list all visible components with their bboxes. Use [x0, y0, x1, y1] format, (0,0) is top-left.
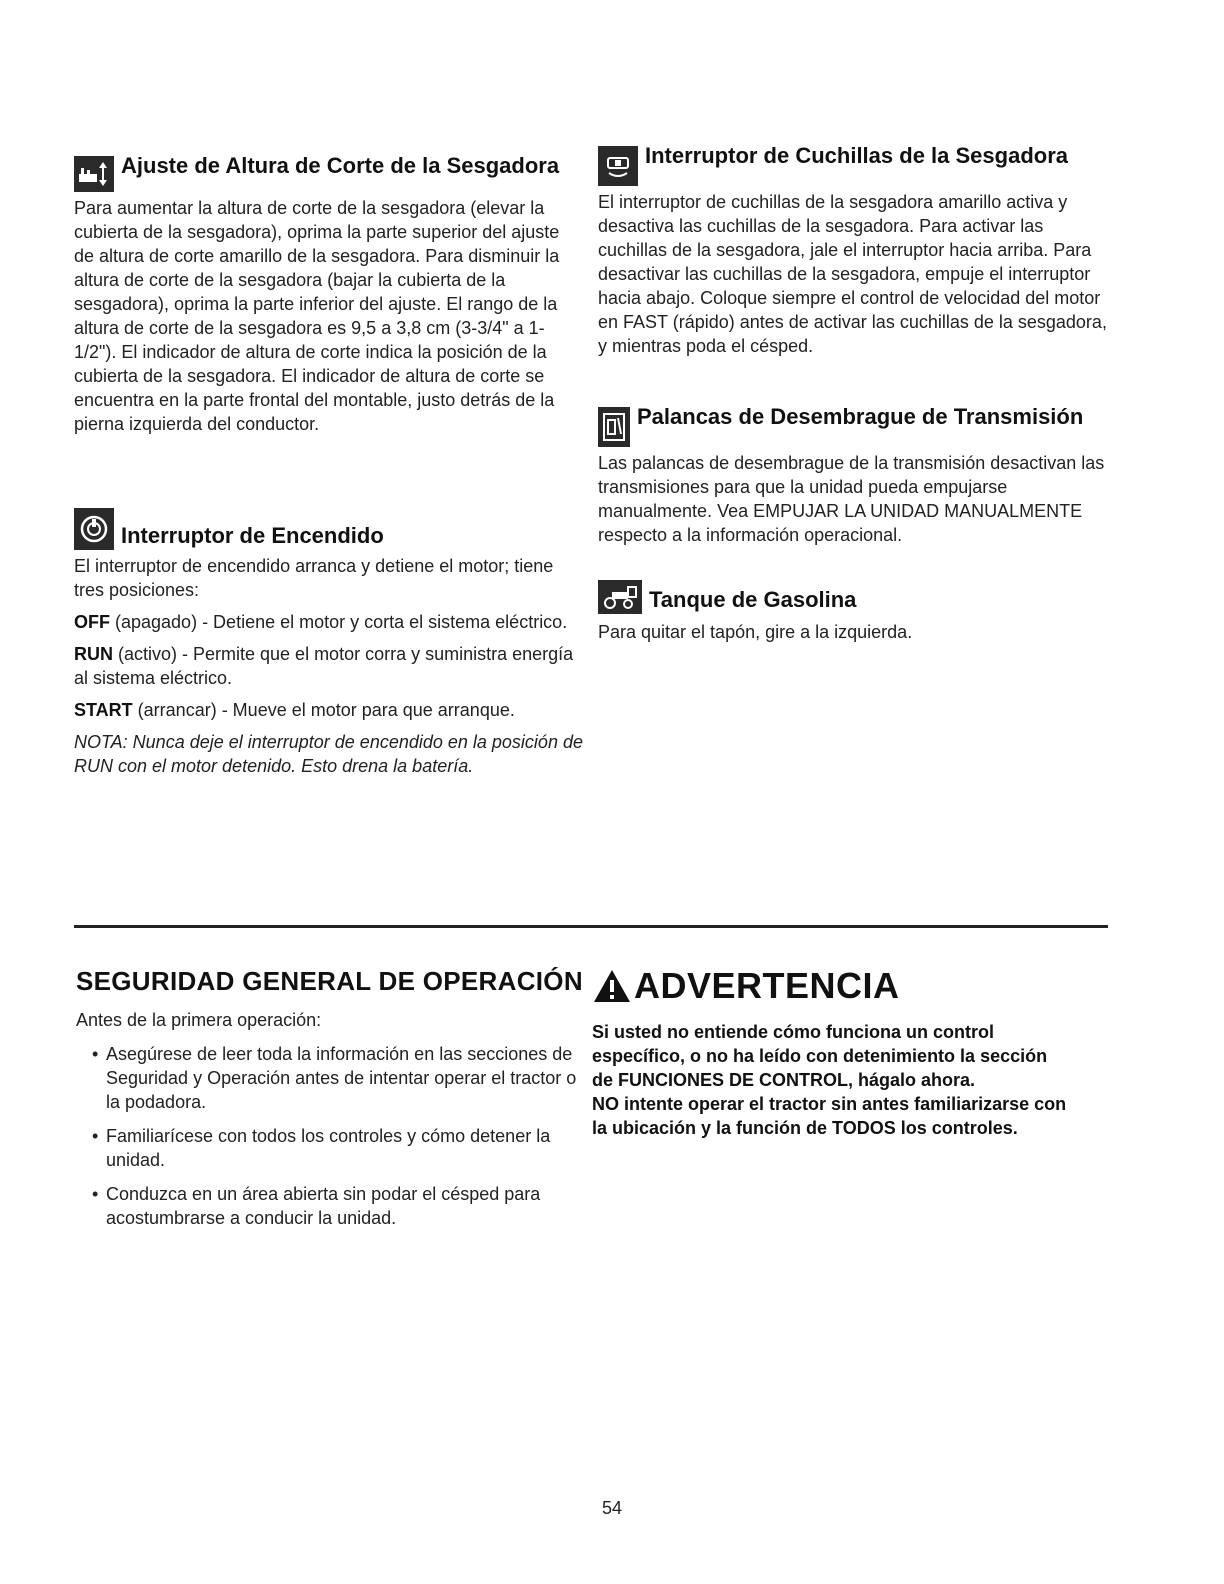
section-header — [74, 152, 584, 192]
section-divider — [74, 925, 1108, 928]
bullet-icon: • — [92, 1184, 99, 1204]
option-text: (activo) - Permite que el motor corra y suministra energía al sistema eléctrico. — [74, 644, 574, 688]
section-header — [598, 403, 1110, 447]
section-body: El interruptor de cuchillas de la sesgadora amarillo activa y desactiva las cuchillas de la sesgadora. Para activar las cuchillas de la sesgadora, jale el interruptor hacia arriba. Para desactivar las cuchillas de la sesgadora, empuje el interruptor hacia abajo. Coloque siempre el control de velocidad del motor en FAST (rápido) antes de activar las cuchillas de la sesgadora, y mientras poda el césped. — [598, 192, 1107, 356]
section-title: Interruptor de Cuchillas de la Sesgadora — [645, 143, 1068, 168]
safety-list — [76, 1042, 586, 1230]
list-item — [76, 1124, 586, 1172]
section-header — [598, 580, 1110, 614]
warning-section — [592, 966, 1092, 1140]
option-key: OFF — [74, 612, 110, 632]
section-body: Para quitar el tapón, gire a la izquierda. — [598, 622, 913, 642]
option-off — [74, 610, 584, 634]
section-fuel-tank — [598, 580, 1110, 644]
option-key: RUN — [74, 644, 113, 664]
warning-text-2: NO intente operar el tractor sin antes familiarizarse con la ubicación y la función de TODOS los controles. — [592, 1094, 1067, 1138]
safety-section — [76, 966, 586, 1240]
bullet-icon: • — [92, 1044, 99, 1064]
section-cutting-height — [74, 152, 584, 436]
ignition-key-icon — [74, 508, 114, 550]
warning-header — [592, 966, 1092, 1006]
warning-title: ADVERTENCIA — [634, 965, 900, 1006]
warning-body — [592, 1020, 1072, 1140]
section-title: Interruptor de Encendido — [121, 523, 384, 548]
fuel-tank-icon — [598, 580, 642, 614]
list-item — [76, 1182, 586, 1230]
option-text: (arrancar) - Mueve el motor para que arranque. — [132, 700, 515, 720]
section-header — [74, 508, 584, 550]
safety-intro: Antes de la primera operación: — [76, 1010, 322, 1030]
section-title: Tanque de Gasolina — [649, 587, 857, 612]
list-item-text: Conduzca en un área abierta sin podar el césped para acostumbrarse a conducir la unidad. — [106, 1184, 541, 1228]
blade-switch-icon — [598, 146, 638, 186]
section-body: El interruptor de encendido arranca y detiene el motor; tiene tres posiciones: — [74, 556, 554, 600]
section-transmission — [598, 403, 1110, 547]
list-item-text: Familiarícese con todos los controles y cómo detener la unidad. — [106, 1126, 551, 1170]
warning-text-1: Si usted no entiende cómo funciona un control específico, o no ha leído con detenimiento la sección de FUNCIONES DE CONTROL, hágalo ahora. — [592, 1022, 1048, 1090]
option-text: (apagado) - Detiene el motor y corta el sistema eléctrico. — [110, 612, 568, 632]
transmission-lever-icon — [598, 407, 630, 447]
section-ignition — [74, 508, 584, 778]
section-body: Para aumentar la altura de corte de la sesgadora (elevar la cubierta de la sesgadora), oprima la parte superior del ajuste de altura de corte amarillo de la sesgadora. Para disminuir la altura de corte de la sesgadora (bajar la cubierta de la sesgadora), oprima la parte inferior del ajuste. El rango de la altura de corte de la sesgadora es 9,5 a 3,8 cm (3-3/4" a 1-1/2"). El indicador de altura de corte indica la posición de la cubierta de la sesgadora. El indicador de altura de corte se encuentra en la parte frontal del montable, justo detrás de la pierna izquierda del conductor. — [74, 198, 560, 434]
option-key: START — [74, 700, 133, 720]
warning-triangle-icon — [592, 968, 632, 1004]
option-start — [74, 698, 584, 722]
bullet-icon: • — [92, 1126, 99, 1146]
mower-height-icon — [74, 156, 114, 192]
section-body: Las palancas de desembrague de la transmisión desactivan las transmisiones para que la unidad pueda empujarse manualmente. Vea EMPUJAR LA UNIDAD MANUALMENTE respecto a la información operacional. — [598, 453, 1105, 545]
note-text: NOTA: Nunca deje el interruptor de encendido en la posición de RUN con el motor detenido. Esto drena la batería. — [74, 732, 583, 776]
list-item-text: Asegúrese de leer toda la información en las secciones de Seguridad y Operación antes de intentar operar el tractor o la podadora. — [106, 1044, 577, 1112]
option-run — [74, 642, 584, 690]
section-header — [598, 142, 1110, 186]
section-title: Palancas de Desembrague de Transmisión — [637, 404, 1084, 429]
safety-title: SEGURIDAD GENERAL DE OPERACIÓN — [76, 966, 583, 996]
section-blade-switch — [598, 142, 1110, 358]
page-number: 54 — [601, 1498, 623, 1518]
list-item — [76, 1042, 586, 1114]
section-title: Ajuste de Altura de Corte de la Sesgadora — [121, 153, 560, 178]
